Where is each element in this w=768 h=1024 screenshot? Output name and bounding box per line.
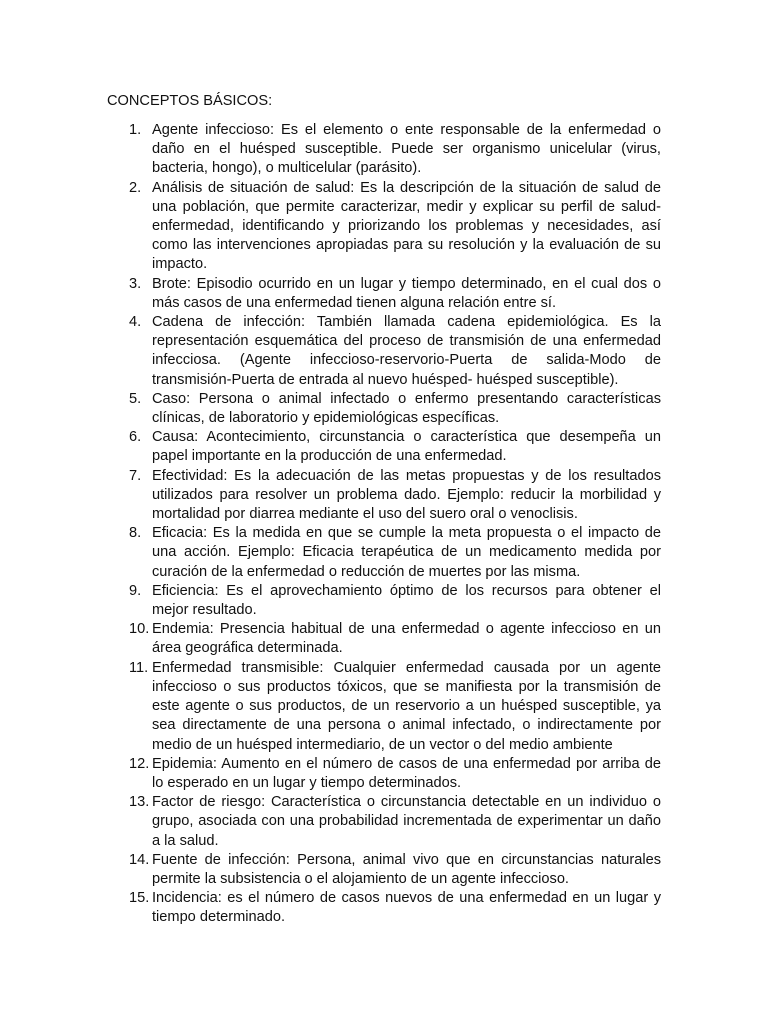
item-text: Eficiencia: Es el aprovechamiento óptimo de los recursos para obtener el mejor resultado. — [152, 582, 661, 619]
item-number: 4. — [129, 314, 142, 331]
concept-list — [107, 121, 661, 928]
item-text: Cadena de infección: También llamada cadena epidemiológica. Es la representación esquemática del proceso de transmisión de una enfermedad infecciosa. (Agente infeccioso-reservorio-Puerta de salida-Modo de transmisión-Puerta de entrada al nuevo huésped- huésped susceptible). — [152, 314, 661, 388]
list-item — [107, 582, 661, 620]
item-number: 15. — [129, 890, 150, 907]
list-item — [107, 428, 661, 466]
list-item — [107, 793, 661, 851]
item-number: 14. — [129, 851, 150, 868]
list-item — [107, 659, 661, 755]
list-item — [107, 889, 661, 927]
list-item — [107, 275, 661, 313]
item-text: Endemia: Presencia habitual de una enfermedad o agente infeccioso en un área geográfica determinada. — [152, 621, 661, 657]
list-item — [107, 390, 661, 428]
item-number: 1. — [129, 122, 142, 138]
list-item — [107, 121, 661, 179]
item-text: Brote: Episodio ocurrido en un lugar y tiempo determinado, en el cual dos o más casos de una enfermedad tienen alguna relación entre sí. — [152, 275, 661, 311]
item-text: Eficacia: Es la medida en que se cumple la meta propuesta o el impacto de una acción. Ejemplo: Eficacia terapéutica de un medicamento medida por curación de la enfermedad o reducción de muertes por las misma. — [152, 525, 661, 580]
item-text: Incidencia: es el número de casos nuevos de una enfermedad en un lugar y tiempo determinado. — [152, 890, 661, 926]
list-item — [107, 524, 661, 582]
list-item — [107, 620, 661, 658]
list-item — [107, 755, 661, 793]
list-item — [107, 851, 661, 889]
item-number: 13. — [129, 794, 150, 811]
item-text: Agente infeccioso: Es el elemento o ente responsable de la enfermedad o daño en el huésped susceptible. Puede ser organismo unicelular (virus, bacteria, hongo), o multicelular (parásito). — [152, 122, 661, 177]
item-text: Fuente de infección: Persona, animal vivo que en circunstancias naturales permite la subsistencia o el alojamiento de un agente infeccioso. — [152, 851, 661, 887]
item-text: Epidemia: Aumento en el número de casos de una enfermedad por arriba de lo esperado en un lugar y tiempo determinados. — [152, 755, 661, 791]
item-number: 9. — [129, 582, 142, 599]
item-number: 7. — [129, 467, 142, 484]
item-number: 11. — [129, 659, 149, 676]
item-text: Efectividad: Es la adecuación de las metas propuestas y de los resultados utilizados para resolver un problema dado. Ejemplo: reducir la morbilidad y mortalidad por diarrea mediante el uso del suero oral o venoclisis. — [152, 467, 661, 523]
list-item — [107, 179, 661, 275]
item-number: 3. — [129, 275, 142, 292]
item-number: 10. — [129, 621, 150, 638]
item-text: Análisis de situación de salud: Es la descripción de la situación de salud de una población, que permite caracterizar, medir y explicar su perfil de salud-enfermedad, identificando y priorizando los problemas y necesidades, así como las intervenciones apropiadas para su resolución y la evaluación de su impacto. — [152, 179, 661, 273]
list-item — [107, 313, 661, 390]
item-text: Caso: Persona o animal infectado o enfermo presentando características clínicas, de laboratorio y epidemiológicas específicas. — [152, 390, 661, 427]
item-text: Causa: Acontecimiento, circunstancia o característica que desempeña un papel importante en la producción de una enfermedad. — [152, 429, 661, 465]
item-number: 8. — [129, 525, 142, 542]
item-number: 2. — [129, 179, 142, 196]
item-text: Factor de riesgo: Característica o circunstancia detectable en un individuo o grupo, asociada con una probabilidad incrementada de experimentar un daño a la salud. — [152, 794, 661, 849]
item-number: 6. — [129, 429, 142, 446]
document-heading: CONCEPTOS BÁSICOS: — [107, 93, 273, 109]
item-number: 12. — [129, 755, 150, 772]
list-item — [107, 467, 661, 525]
item-text: Enfermedad transmisible: Cualquier enfermedad causada por un agente infeccioso o sus productos tóxicos, que se manifiesta por la transmisión de este agente o sus productos, de un reservorio a un huésped susceptible, ya sea directamente de una persona o animal infectado, o indirectamente por medio de un huésped intermediario, de un vector o del medio ambiente — [152, 659, 661, 753]
item-number: 5. — [129, 390, 142, 407]
